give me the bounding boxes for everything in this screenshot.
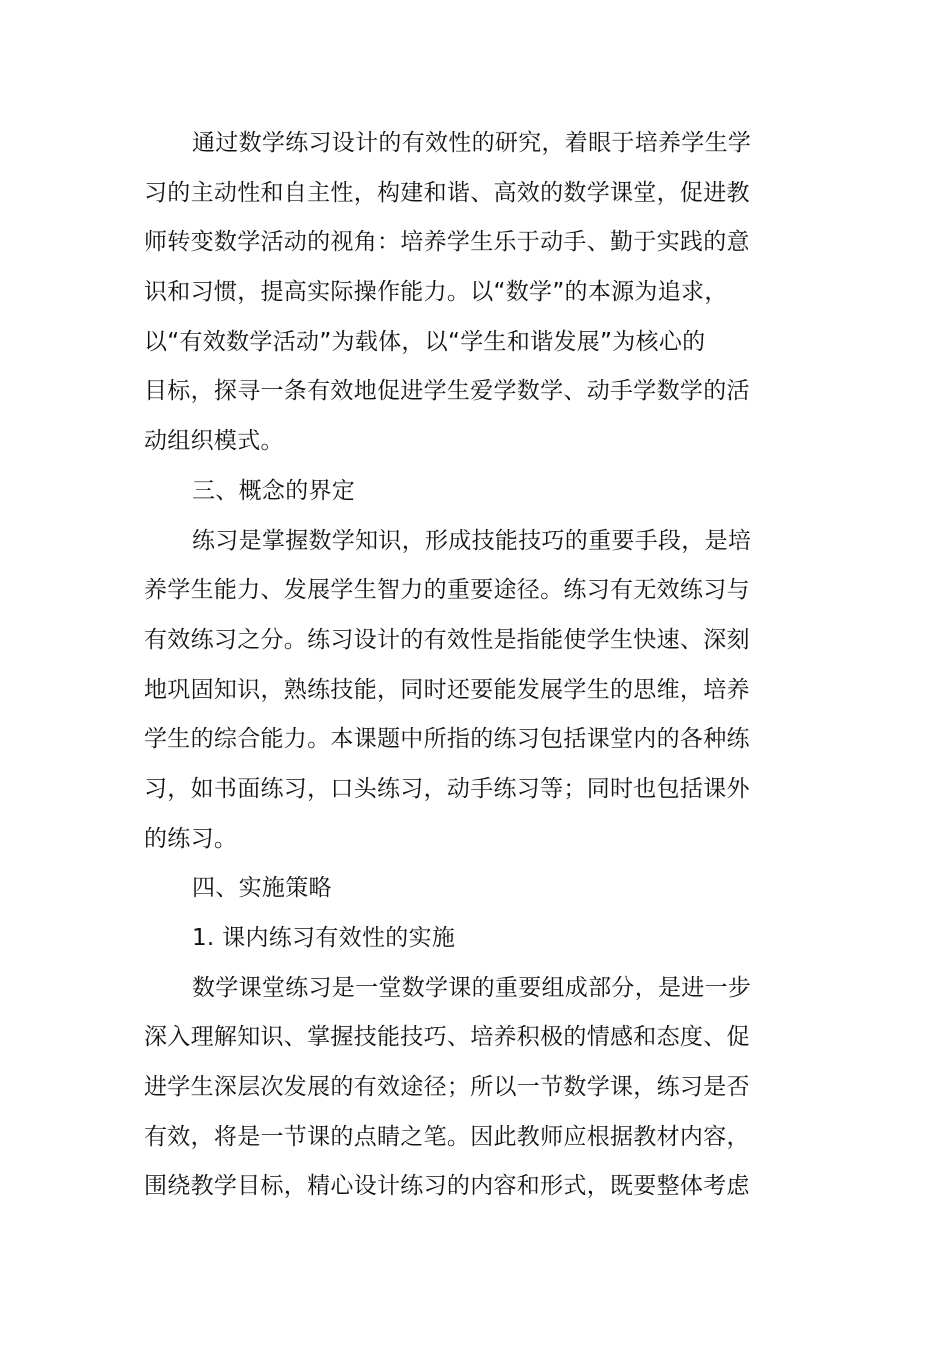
paragraph-line: 围绕教学目标，精心设计练习的内容和形式，既要整体考虑 xyxy=(144,1173,750,1199)
paragraph-line: 的练习。 xyxy=(144,826,238,852)
paragraph-line: 有效，将是一节课的点睛之笔。因此教师应根据教材内容， xyxy=(144,1124,750,1150)
paragraph-line: 动组织模式。 xyxy=(144,428,284,454)
paragraph-line: 识和习惯，提高实际操作能力。以“数学”的本源为追求， xyxy=(144,279,728,305)
paragraph-line: 练习是掌握数学知识，形成技能技巧的重要手段，是培 xyxy=(192,528,752,554)
paragraph-line: 深入理解知识、掌握技能技巧、培养积极的情感和态度、促 xyxy=(144,1024,750,1050)
paragraph-line: 习，如书面练习，口头练习，动手练习等；同时也包括课外 xyxy=(144,776,750,802)
paragraph-line: 师转变数学活动的视角：培养学生乐于动手、勤于实践的意 xyxy=(144,229,750,255)
paragraph-line: 有效练习之分。练习设计的有效性是指能使学生快速、深刻 xyxy=(144,627,750,653)
section-heading: 三、概念的界定 xyxy=(192,478,356,504)
paragraph-line: 进学生深层次发展的有效途径；所以一节数学课，练习是否 xyxy=(144,1074,750,1100)
paragraph-line: 学生的综合能力。本课题中所指的练习包括课堂内的各种练 xyxy=(144,726,750,752)
paragraph-line: 通过数学练习设计的有效性的研究，着眼于培养学生学 xyxy=(192,130,752,156)
subsection-heading: 1. 课内练习有效性的实施 xyxy=(192,925,456,951)
section-heading: 四、实施策略 xyxy=(192,875,332,901)
paragraph-line: 地巩固知识，熟练技能，同时还要能发展学生的思维，培养 xyxy=(144,677,750,703)
paragraph-line: 以“有效数学活动”为载体，以“学生和谐发展”为核心的 xyxy=(144,329,706,355)
paragraph-line: 数学课堂练习是一堂数学课的重要组成部分，是进一步 xyxy=(192,975,752,1001)
paragraph-line: 习的主动性和自主性，构建和谐、高效的数学课堂，促进教 xyxy=(144,180,750,206)
paragraph-line: 养学生能力、发展学生智力的重要途径。练习有无效练习与 xyxy=(144,577,750,603)
paragraph-line: 目标，探寻一条有效地促进学生爱学数学、动手学数学的活 xyxy=(144,378,750,404)
